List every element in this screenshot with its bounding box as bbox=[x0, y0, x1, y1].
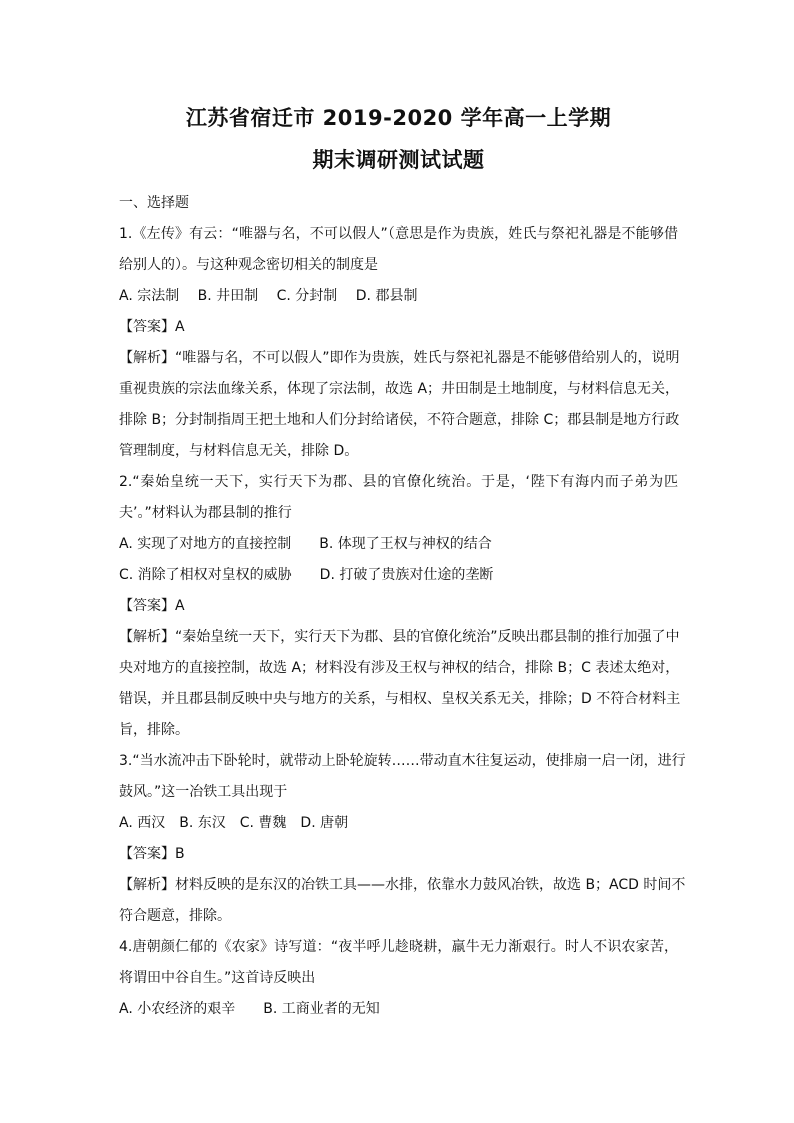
q3-stem-line-1: 3.“当水流冲击下卧轮时，就带动上卧轮旋转……带动直木往复运动，使排扇一启一闭，进行 bbox=[119, 753, 686, 769]
q1-analysis-line-2: 重视贵族的宗法血缘关系，体现了宗法制，故选 A；井田制是土地制度，与材料信息无关， bbox=[119, 381, 680, 397]
q3-stem-line-2: 鼓风。”这一冶铁工具出现于 bbox=[119, 784, 288, 800]
q1-stem-line-1: 1.《左传》有云：“唯器与名，不可以假人”（意思是作为贵族，姓氏与祭祀礼器是不能够借 bbox=[119, 226, 678, 242]
q2-stem-line-1: 2.“秦始皇统一天下，实行天下为郡、县的官僚化统治。于是，‘陛下有海内而子弟为匹 bbox=[119, 474, 678, 490]
section-heading: 一、选择题 bbox=[119, 195, 189, 211]
document-title-line-2: 期末调研测试试题 bbox=[312, 148, 485, 172]
q2-options-cd: C. 消除了相权对皇权的威胁 D. 打破了贵族对仕途的垄断 bbox=[119, 567, 494, 583]
q2-analysis-line-2: 央对地方的直接控制，故选 A；材料没有涉及王权与神权的结合，排除 B；C 表述太绝对， bbox=[119, 660, 680, 676]
q4-stem-line-2: 将谓田中谷自生。”这首诗反映出 bbox=[119, 970, 316, 986]
q1-stem-line-2: 给别人的）。与这种观念密切相关的制度是 bbox=[119, 257, 378, 273]
q1-analysis-line-1: 【解析】“唯器与名，不可以假人”即作为贵族，姓氏与祭祀礼器是不能够借给别人的，说明 bbox=[119, 350, 680, 366]
q3-analysis-line-1: 【解析】材料反映的是东汉的冶铁工具——水排，依靠水力鼓风冶铁，故选 B；ACD 时间不 bbox=[119, 877, 686, 893]
q4-options-ab: A. 小农经济的艰辛 B. 工商业者的无知 bbox=[119, 1001, 380, 1017]
q2-analysis-line-4: 旨，排除。 bbox=[119, 722, 189, 738]
q1-answer: 【答案】A bbox=[119, 319, 185, 335]
q2-stem-line-2: 夫’。”材料认为郡县制的推行 bbox=[119, 505, 292, 521]
q2-answer: 【答案】A bbox=[119, 598, 185, 614]
q3-analysis-line-2: 符合题意，排除。 bbox=[119, 908, 231, 924]
q1-analysis-line-3: 排除 B；分封制指周王把土地和人们分封给诸侯，不符合题意，排除 C；郡县制是地方行政 bbox=[119, 412, 680, 428]
q3-options: A. 西汉 B. 东汉 C. 曹魏 D. 唐朝 bbox=[119, 815, 349, 831]
q1-options: A. 宗法制 B. 井田制 C. 分封制 D. 郡县制 bbox=[119, 288, 418, 304]
q3-answer: 【答案】B bbox=[119, 846, 185, 862]
q4-stem-line-1: 4.唐朝颜仁郁的《农家》诗写道：“夜半呼儿趁晓耕，羸牛无力渐艰行。时人不识农家苦， bbox=[119, 939, 678, 955]
q2-analysis-line-3: 错误，并且郡县制反映中央与地方的关系，与相权、皇权关系无关，排除；D 不符合材料主 bbox=[119, 691, 681, 707]
q1-analysis-line-4: 管理制度，与材料信息无关，排除 D。 bbox=[119, 443, 359, 459]
document-title-line-1: 江苏省宿迁市 2019-2020 学年高一上学期 bbox=[185, 106, 612, 130]
document-body bbox=[119, 188, 686, 1025]
q2-options-ab: A. 实现了对地方的直接控制 B. 体现了王权与神权的结合 bbox=[119, 536, 492, 552]
q2-analysis-line-1: 【解析】“秦始皇统一天下，实行天下为郡、县的官僚化统治”反映出郡县制的推行加强了中 bbox=[119, 629, 680, 645]
